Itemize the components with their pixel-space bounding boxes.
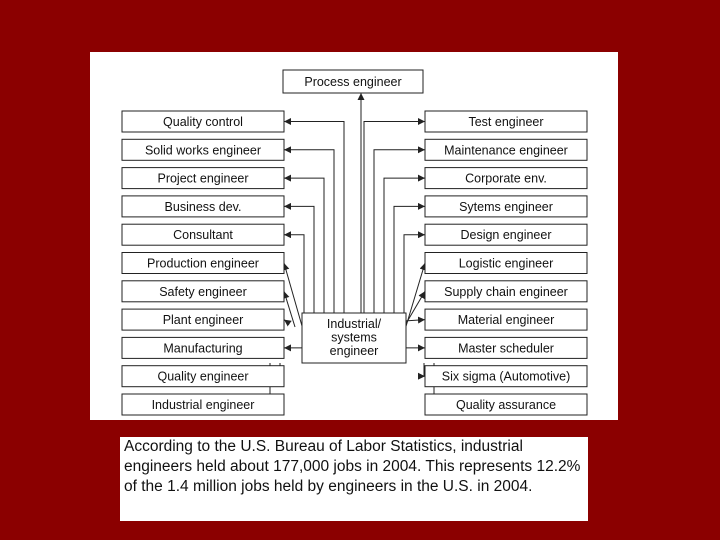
caption-text: According to the U.S. Bureau of Labor Statistics, industrial engineers held about 177,000 jobs in 2004. This represents 12.2% of the 1.4 million jobs held by engineers in the U.S. in 2004. bbox=[124, 438, 581, 495]
node-production-engineer bbox=[122, 253, 284, 274]
node-solid-works-engineer bbox=[122, 139, 284, 160]
node-manufacturing bbox=[122, 337, 284, 358]
node-quality-engineer-label: Quality engineer bbox=[157, 369, 249, 384]
center-node-line: engineer bbox=[329, 344, 379, 358]
node-six-sigma-automotive-label: Six sigma (Automotive) bbox=[441, 369, 571, 384]
caption-box bbox=[120, 437, 588, 521]
career-diagram bbox=[90, 52, 618, 420]
node-master-scheduler-label: Master scheduler bbox=[458, 341, 554, 356]
node-business-dev bbox=[122, 196, 284, 217]
node-quality-control-label: Quality control bbox=[163, 115, 243, 129]
node-design-engineer bbox=[425, 224, 587, 245]
node-maintenance-engineer-label: Maintenance engineer bbox=[444, 143, 568, 158]
node-quality-assurance-label: Quality assurance bbox=[455, 398, 557, 412]
connector-left-business-dev bbox=[284, 206, 314, 313]
node-material-engineer bbox=[425, 309, 587, 330]
node-supply-chain-engineer-label: Supply chain engineer bbox=[444, 284, 568, 299]
node-boxes bbox=[122, 70, 587, 415]
connector-right-sytems-engineer bbox=[394, 206, 425, 313]
node-safety-engineer bbox=[122, 281, 284, 302]
node-logistic-engineer bbox=[425, 253, 587, 274]
node-consultant-label: Consultant bbox=[173, 228, 233, 243]
node-test-engineer bbox=[425, 111, 587, 132]
center-node-line: systems bbox=[331, 330, 377, 345]
node-six-sigma-automotive bbox=[425, 366, 587, 387]
node-quality-control bbox=[122, 111, 284, 132]
node-quality-assurance bbox=[425, 394, 587, 415]
node-sytems-engineer-label: Sytems engineer bbox=[459, 199, 553, 214]
node-logistic-engineer-label: Logistic engineer bbox=[458, 256, 554, 271]
node-process-engineer bbox=[283, 70, 423, 93]
node-industrial-systems-engineer bbox=[302, 313, 406, 363]
node-production-engineer-label: Production engineer bbox=[147, 256, 259, 271]
node-maintenance-engineer bbox=[425, 139, 587, 160]
node-quality-engineer bbox=[122, 366, 284, 387]
node-project-engineer bbox=[122, 168, 284, 189]
node-design-engineer-label: Design engineer bbox=[460, 228, 552, 243]
node-manufacturing-label: Manufacturing bbox=[163, 341, 243, 356]
diagram-panel bbox=[90, 52, 618, 420]
node-test-engineer-label: Test engineer bbox=[468, 115, 544, 129]
node-sytems-engineer bbox=[425, 196, 587, 217]
node-safety-engineer-label: Safety engineer bbox=[159, 284, 247, 299]
connector-right-material-engineer bbox=[404, 320, 425, 321]
node-corporate-env bbox=[425, 168, 587, 189]
node-consultant bbox=[122, 224, 284, 245]
center-node-line: Industrial/ bbox=[326, 317, 382, 331]
node-plant-engineer-label: Plant engineer bbox=[162, 313, 244, 328]
node-master-scheduler bbox=[425, 337, 587, 358]
node-material-engineer-label: Material engineer bbox=[457, 313, 555, 328]
node-supply-chain-engineer bbox=[425, 281, 587, 302]
node-process-engineer-label: Process engineer bbox=[304, 75, 402, 89]
node-business-dev-label: Business dev. bbox=[164, 199, 242, 214]
node-industrial-engineer-label: Industrial engineer bbox=[151, 398, 255, 412]
node-project-engineer-label: Project engineer bbox=[157, 171, 249, 186]
node-solid-works-engineer-label: Solid works engineer bbox=[144, 143, 262, 158]
node-plant-engineer bbox=[122, 309, 284, 330]
node-industrial-engineer bbox=[122, 394, 284, 415]
node-corporate-env-label: Corporate env. bbox=[465, 171, 547, 186]
